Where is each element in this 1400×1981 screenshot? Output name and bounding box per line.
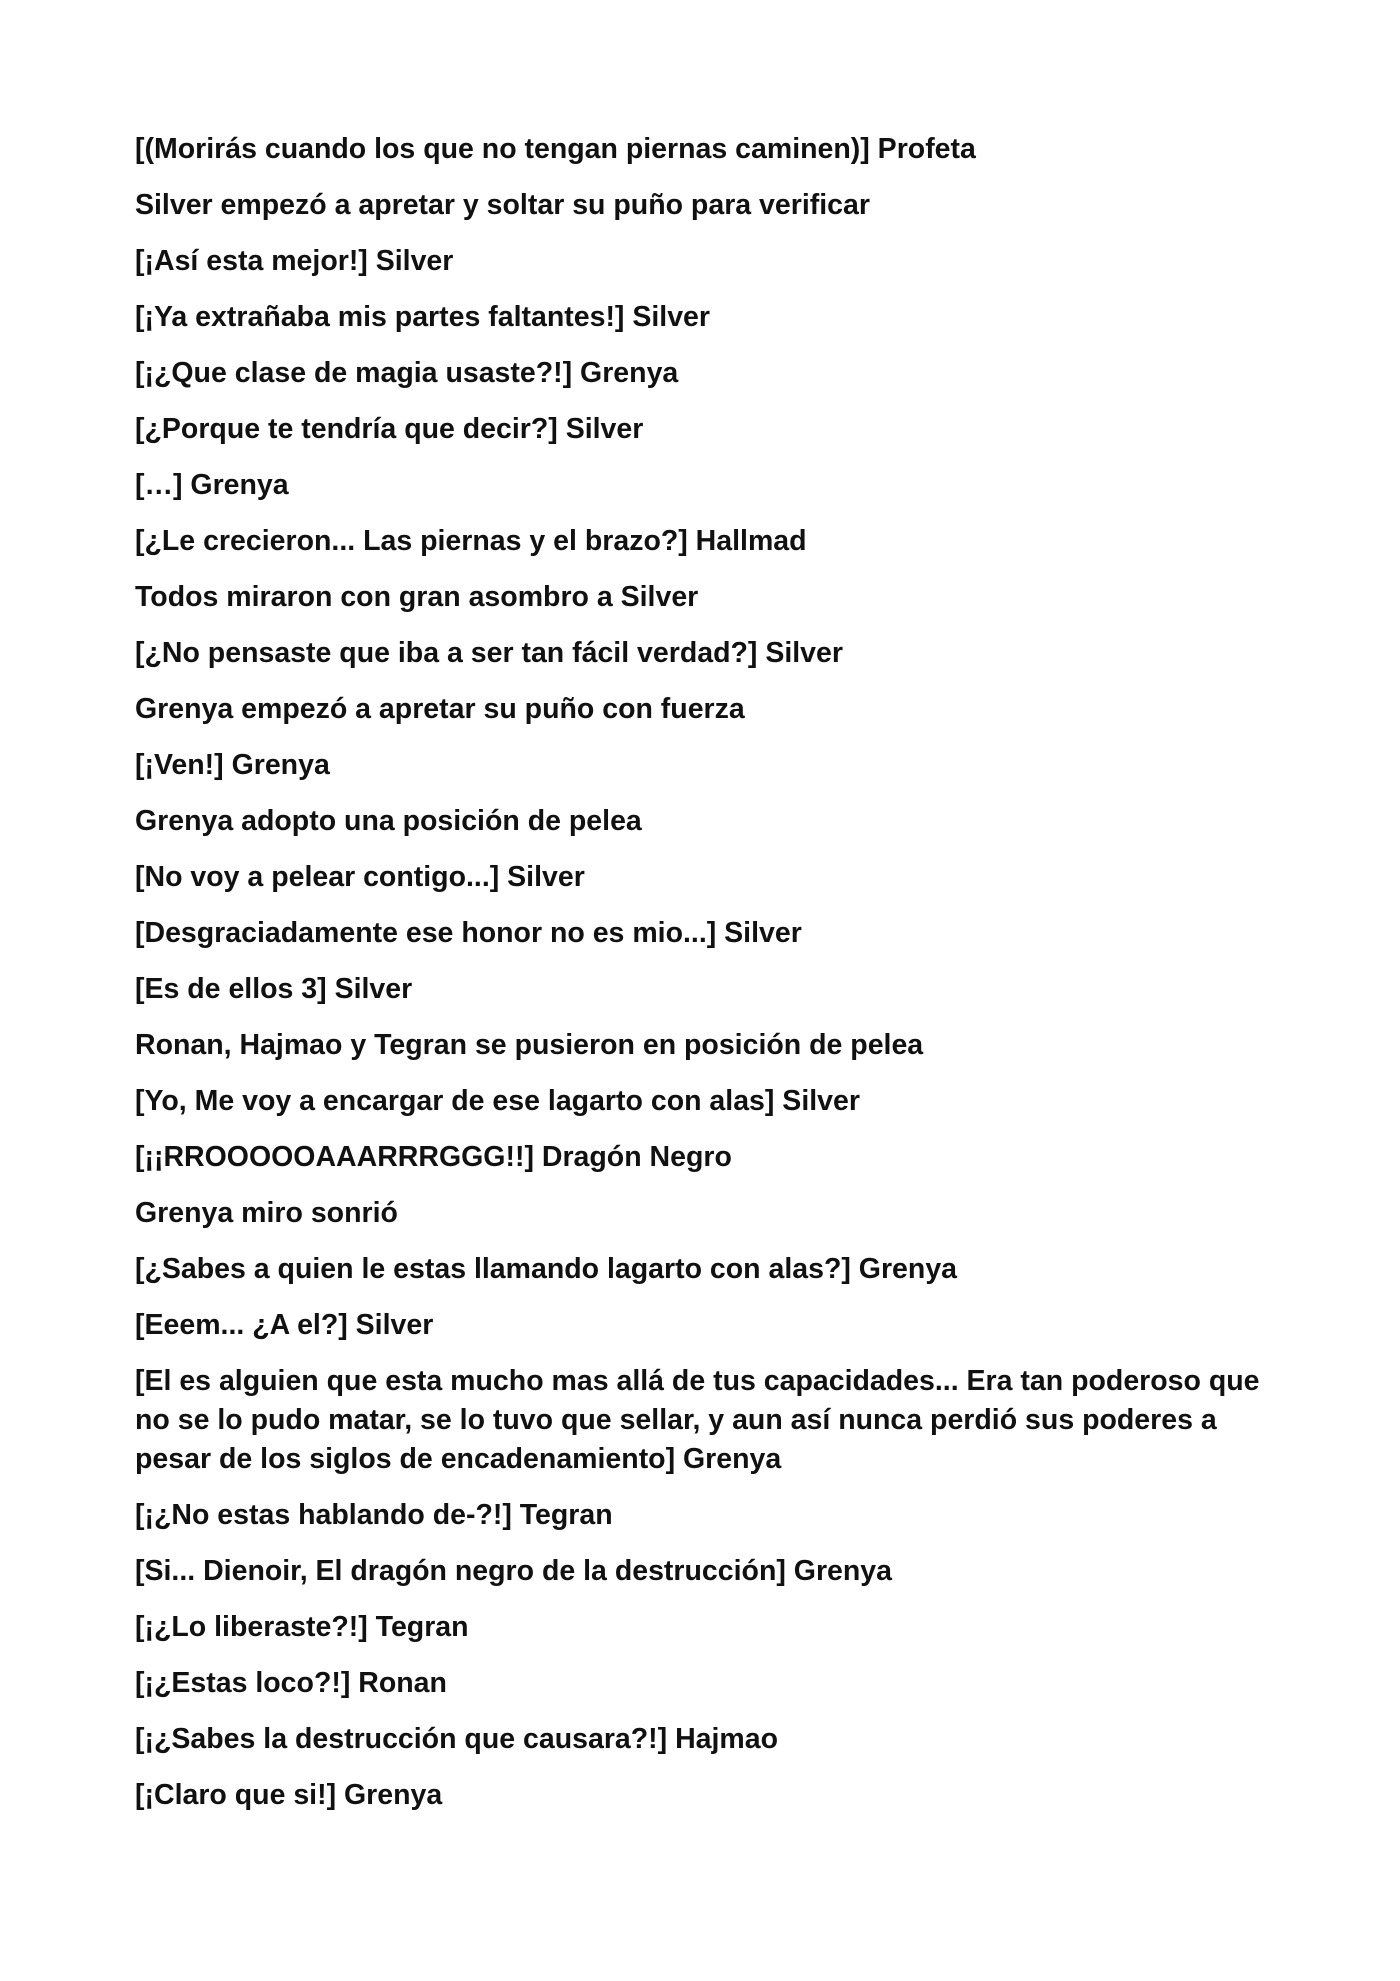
paragraph: [Si... Dienoir, El dragón negro de la destrucción] Grenya — [135, 1555, 892, 1587]
paragraph: [El es alguien que esta mucho mas allá de tus capacidades... Era tan poderoso que no se lo pudo matar, se lo tuvo que sellar, y aun así nunca perdió sus poderes a pesar de los siglos de encadenamiento] Grenya — [135, 1365, 1260, 1475]
paragraph: [¡Claro que si!] Grenya — [135, 1779, 443, 1811]
paragraph: [¡¿Que clase de magia usaste?!] Grenya — [135, 357, 679, 389]
paragraph: [Yo, Me voy a encargar de ese lagarto con alas] Silver — [135, 1085, 860, 1117]
paragraph: Ronan, Hajmao y Tegran se pusieron en posición de pelea — [135, 1029, 924, 1061]
paragraph: […] Grenya — [135, 469, 289, 501]
document-body — [135, 130, 1275, 1832]
paragraph: Silver empezó a apretar y soltar su puño para verificar — [135, 189, 870, 221]
paragraph: [¡¿No estas hablando de-?!] Tegran — [135, 1499, 613, 1531]
paragraph: [¡¡RROOOOOAAARRRGGG!!] Dragón Negro — [135, 1141, 732, 1173]
paragraph: [¡Ven!] Grenya — [135, 749, 330, 781]
paragraph: Grenya empezó a apretar su puño con fuerza — [135, 693, 745, 725]
paragraph: [¡Ya extrañaba mis partes faltantes!] Silver — [135, 301, 710, 333]
paragraph: [¿Le crecieron... Las piernas y el brazo?] Hallmad — [135, 525, 807, 557]
paragraph: [Eeem... ¿A el?] Silver — [135, 1309, 434, 1341]
paragraph: [¿No pensaste que iba a ser tan fácil verdad?] Silver — [135, 637, 843, 669]
paragraph: Todos miraron con gran asombro a Silver — [135, 581, 699, 613]
paragraph: [¡¿Lo liberaste?!] Tegran — [135, 1611, 469, 1643]
paragraph: [Es de ellos 3] Silver — [135, 973, 413, 1005]
paragraph: [¡Así esta mejor!] Silver — [135, 245, 454, 277]
paragraph: [No voy a pelear contigo...] Silver — [135, 861, 585, 893]
paragraph: [Desgraciadamente ese honor no es mio...] Silver — [135, 917, 802, 949]
paragraph: [¿Sabes a quien le estas llamando lagarto con alas?] Grenya — [135, 1253, 958, 1285]
paragraph: [(Morirás cuando los que no tengan piernas caminen)] Profeta — [135, 133, 976, 165]
paragraph: [¡¿Sabes la destrucción que causara?!] Hajmao — [135, 1723, 779, 1755]
paragraph: [¿Porque te tendría que decir?] Silver — [135, 413, 644, 445]
paragraph: [¡¿Estas loco?!] Ronan — [135, 1667, 447, 1699]
paragraph: Grenya miro sonrió — [135, 1197, 398, 1229]
paragraph: Grenya adopto una posición de pelea — [135, 805, 642, 837]
